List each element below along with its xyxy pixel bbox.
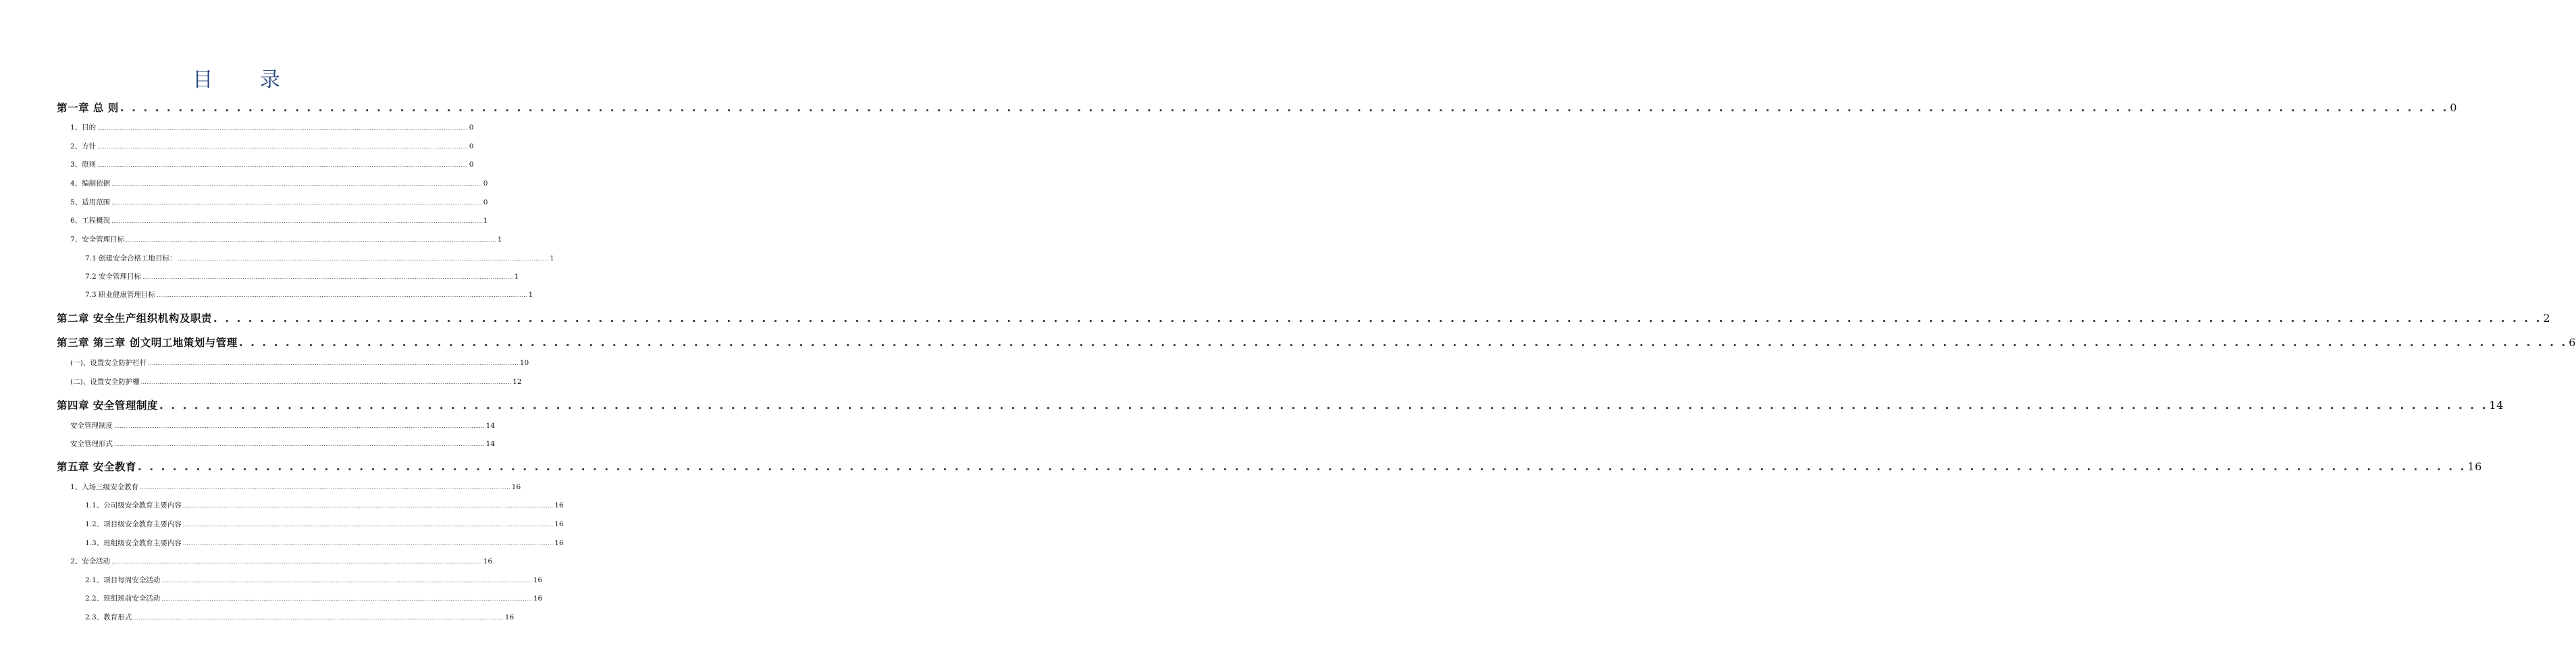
toc-chapter-entry[interactable] bbox=[57, 397, 2504, 412]
toc-leader-dots: ........................................................................................................................................................................................................ bbox=[148, 360, 519, 366]
toc-chapter-entry[interactable] bbox=[57, 310, 2551, 325]
toc-section-entry[interactable] bbox=[70, 377, 522, 387]
toc-entry-label: 7.2 安全管理目标 bbox=[85, 273, 142, 281]
toc-page-number: 0 bbox=[2450, 101, 2457, 114]
toc-page-number: 16 bbox=[554, 520, 564, 528]
toc-leader-dots: ........................................................................................................................................................................................................ bbox=[178, 256, 549, 262]
toc-subsection-entry[interactable] bbox=[85, 289, 533, 300]
toc-entry-label: 1、目的 bbox=[70, 123, 97, 132]
toc-leader-dots: ........................................................................................................................................................................................................ bbox=[182, 540, 554, 547]
toc-page-number: 2 bbox=[2543, 312, 2551, 325]
toc-entry-label: 1.1、公司级安全教育主要内容 bbox=[85, 501, 182, 509]
toc-entry-label: 2.3、教育形式 bbox=[85, 613, 132, 621]
toc-page-number: 1 bbox=[528, 291, 533, 299]
toc-page-number: 0 bbox=[469, 161, 474, 169]
toc-subsection-entry[interactable] bbox=[85, 612, 515, 622]
toc-entry-label: 2.1、项目每周安全活动 bbox=[85, 576, 161, 584]
toc-page-number: 1 bbox=[497, 235, 502, 244]
toc-entry-label: 1.3、班组级安全教育主要内容 bbox=[85, 539, 182, 547]
toc-entry-label: 2、安全活动 bbox=[70, 557, 111, 565]
toc-page-number: 16 bbox=[533, 576, 543, 584]
toc-leader-dots: ........................................................................................................................................................................................................ bbox=[111, 200, 482, 206]
toc-leader-dots: . . . . . . . . . . . . . . . . . . . . . . . . . . . . . . . . . . . . . . . . . . . . . . . . . . . . . . . . . . . . . . . . . . . . . . . . . . . . . . . . . . . . . . . . . . . . . . . . . . . . . . . . . . . . . . . . . . . . . . . . . . . . . . . . . . . . . . . . . . . . . . . . . . . . . . . . . . . . . . . . . . . . . . . . . . . . . . . . . . . . . . . . . . . . . . . . . . . . . . . . bbox=[120, 102, 2449, 114]
toc-leader-dots: ........................................................................................................................................................................................................ bbox=[133, 615, 504, 621]
toc-leader-dots: ........................................................................................................................................................................................................ bbox=[126, 237, 496, 243]
toc-subsection-entry[interactable] bbox=[85, 593, 543, 603]
toc-leader-dots: ........................................................................................................................................................................................................ bbox=[142, 274, 513, 280]
toc-entry-label: (二)、设置安全防护棚 bbox=[70, 378, 140, 386]
toc-entry-label: 安全管理形式 bbox=[70, 440, 113, 448]
toc-page-number: 16 bbox=[2467, 460, 2482, 473]
toc-page-number: 16 bbox=[483, 557, 493, 565]
toc-title: 目 录 bbox=[192, 68, 300, 92]
toc-page-number: 14 bbox=[485, 440, 495, 448]
toc-entry-label: 第五章 安全教育 bbox=[57, 461, 136, 473]
toc-entry-label: 2、方针 bbox=[70, 142, 97, 150]
toc-page-number: 16 bbox=[554, 539, 564, 547]
toc-page-number: 0 bbox=[469, 142, 474, 150]
toc-section-entry[interactable] bbox=[70, 215, 488, 225]
toc-page-number: 6 bbox=[2569, 336, 2576, 349]
toc-leader-dots: ........................................................................................................................................................................................................ bbox=[111, 181, 482, 187]
toc-leader-dots: ........................................................................................................................................................................................................ bbox=[140, 379, 512, 385]
toc-leader-dots: ........................................................................................................................................................................................................ bbox=[140, 484, 510, 491]
toc-entry-label: 第一章 总 则 bbox=[57, 102, 119, 114]
toc-page-number: 16 bbox=[504, 613, 515, 621]
toc-leader-dots: . . . . . . . . . . . . . . . . . . . . . . . . . . . . . . . . . . . . . . . . . . . . . . . . . . . . . . . . . . . . . . . . . . . . . . . . . . . . . . . . . . . . . . . . . . . . . . . . . . . . . . . . . . . . . . . . . . . . . . . . . . . . . . . . . . . . . . . . . . . . . . . . . . . . . . . . . . . . . . . . . . . . . . . . . . . . . . . . . . . . . . . . . . . . . . . . . . . . . . . . bbox=[213, 312, 2542, 325]
toc-section-entry[interactable] bbox=[70, 122, 474, 132]
toc-leader-dots: ........................................................................................................................................................................................................ bbox=[97, 144, 468, 150]
toc-section-entry[interactable] bbox=[70, 178, 488, 188]
toc-leader-dots: ........................................................................................................................................................................................................ bbox=[111, 218, 482, 224]
toc-entry-label: 第三章 第三章 创文明工地策划与管理 bbox=[57, 337, 238, 349]
toc-page-number: 0 bbox=[483, 179, 488, 188]
toc-leader-dots: ........................................................................................................................................................................................................ bbox=[114, 441, 485, 447]
toc-leader-dots: ........................................................................................................................................................................................................ bbox=[97, 125, 468, 131]
toc-section-entry[interactable] bbox=[70, 556, 493, 566]
toc-subsection-entry[interactable] bbox=[85, 538, 564, 548]
toc-subsection-entry[interactable] bbox=[85, 575, 543, 585]
toc-page-number: 16 bbox=[511, 483, 521, 491]
toc-leader-dots: ........................................................................................................................................................................................................ bbox=[182, 522, 554, 528]
toc-entry-label: 5、适用范围 bbox=[70, 198, 111, 206]
toc-page-number: 0 bbox=[469, 123, 474, 132]
toc-page-number: 1 bbox=[483, 217, 488, 225]
toc-entry-label: 第四章 安全管理制度 bbox=[57, 399, 158, 412]
toc-subsection-entry[interactable] bbox=[85, 500, 564, 510]
toc-leader-dots: ........................................................................................................................................................................................................ bbox=[182, 503, 554, 509]
toc-chapter-entry[interactable] bbox=[57, 459, 2482, 474]
toc-section-entry[interactable] bbox=[70, 159, 474, 169]
toc-entry-label: 4、编制依据 bbox=[70, 179, 111, 188]
toc-entry-label: 第二章 安全生产组织机构及职责 bbox=[57, 312, 212, 325]
toc-subsection-entry[interactable] bbox=[85, 253, 554, 263]
toc-page-number: 0 bbox=[483, 198, 488, 206]
toc-chapter-entry[interactable] bbox=[57, 335, 2576, 350]
toc-page-number: 1 bbox=[550, 254, 554, 262]
toc-entry-label: 1.2、项目级安全教育主要内容 bbox=[85, 520, 182, 528]
toc-entry-label: 3、原则 bbox=[70, 161, 97, 169]
toc-section-entry[interactable] bbox=[70, 234, 502, 244]
toc-leader-dots: ........................................................................................................................................................................................................ bbox=[161, 596, 532, 602]
toc-section-entry[interactable] bbox=[70, 141, 474, 151]
toc-page-number: 12 bbox=[512, 378, 522, 386]
toc-subsection-entry[interactable] bbox=[85, 519, 564, 529]
toc-leader-dots: . . . . . . . . . . . . . . . . . . . . . . . . . . . . . . . . . . . . . . . . . . . . . . . . . . . . . . . . . . . . . . . . . . . . . . . . . . . . . . . . . . . . . . . . . . . . . . . . . . . . . . . . . . . . . . . . . . . . . . . . . . . . . . . . . . . . . . . . . . . . . . . . . . . . . . . . . . . . . . . . . . . . . . . . . . . . . . . . . . . . . . . . . . . . . . . . . . . . . . . . bbox=[238, 337, 2568, 349]
toc-page-number: 16 bbox=[533, 594, 543, 603]
toc-section-entry[interactable] bbox=[70, 358, 529, 368]
toc-section-entry[interactable] bbox=[70, 439, 495, 449]
toc-section-entry[interactable] bbox=[70, 482, 521, 492]
toc-entry-label: 6、工程概况 bbox=[70, 217, 111, 225]
toc-leader-dots: ........................................................................................................................................................................................................ bbox=[114, 423, 485, 429]
toc-page-number: 10 bbox=[519, 359, 529, 367]
toc-section-entry[interactable] bbox=[70, 420, 495, 430]
toc-page-number: 16 bbox=[554, 501, 564, 509]
toc-section-entry[interactable] bbox=[70, 197, 488, 207]
toc-entry-label: 2.2、班组班前安全活动 bbox=[85, 594, 161, 603]
toc-leader-dots: . . . . . . . . . . . . . . . . . . . . . . . . . . . . . . . . . . . . . . . . . . . . . . . . . . . . . . . . . . . . . . . . . . . . . . . . . . . . . . . . . . . . . . . . . . . . . . . . . . . . . . . . . . . . . . . . . . . . . . . . . . . . . . . . . . . . . . . . . . . . . . . . . . . . . . . . . . . . . . . . . . . . . . . . . . . . . . . . . . . . . . . . . . . . . . . . . . . . . . . . bbox=[137, 461, 2467, 473]
toc-entry-label: 7、安全管理目标 bbox=[70, 235, 125, 244]
toc-page-number: 14 bbox=[2489, 399, 2504, 412]
toc-entry-label: 7.1 创建安全合格工地目标： bbox=[85, 254, 177, 262]
toc-entry-label: (一)、设置安全防护栏杆 bbox=[70, 359, 147, 367]
toc-chapter-entry[interactable] bbox=[57, 100, 2457, 115]
toc-leader-dots: ........................................................................................................................................................................................................ bbox=[161, 578, 532, 584]
toc-entry-label: 7.3 职业健康管理目标 bbox=[85, 291, 156, 299]
toc-entry-label: 1、入场三级安全教育 bbox=[70, 483, 139, 491]
toc-entry-label: 安全管理制度 bbox=[70, 422, 113, 430]
toc-page-number: 14 bbox=[485, 422, 495, 430]
toc-page-number: 1 bbox=[514, 273, 519, 281]
toc-leader-dots: ........................................................................................................................................................................................................ bbox=[97, 162, 468, 168]
toc-leader-dots: ........................................................................................................................................................................................................ bbox=[111, 559, 482, 565]
toc-leader-dots: . . . . . . . . . . . . . . . . . . . . . . . . . . . . . . . . . . . . . . . . . . . . . . . . . . . . . . . . . . . . . . . . . . . . . . . . . . . . . . . . . . . . . . . . . . . . . . . . . . . . . . . . . . . . . . . . . . . . . . . . . . . . . . . . . . . . . . . . . . . . . . . . . . . . . . . . . . . . . . . . . . . . . . . . . . . . . . . . . . . . . . . . . . . . . . . . . . . . . . . . bbox=[159, 399, 2488, 412]
toc-subsection-entry[interactable] bbox=[85, 271, 519, 281]
toc-leader-dots: ........................................................................................................................................................................................................ bbox=[157, 292, 527, 298]
